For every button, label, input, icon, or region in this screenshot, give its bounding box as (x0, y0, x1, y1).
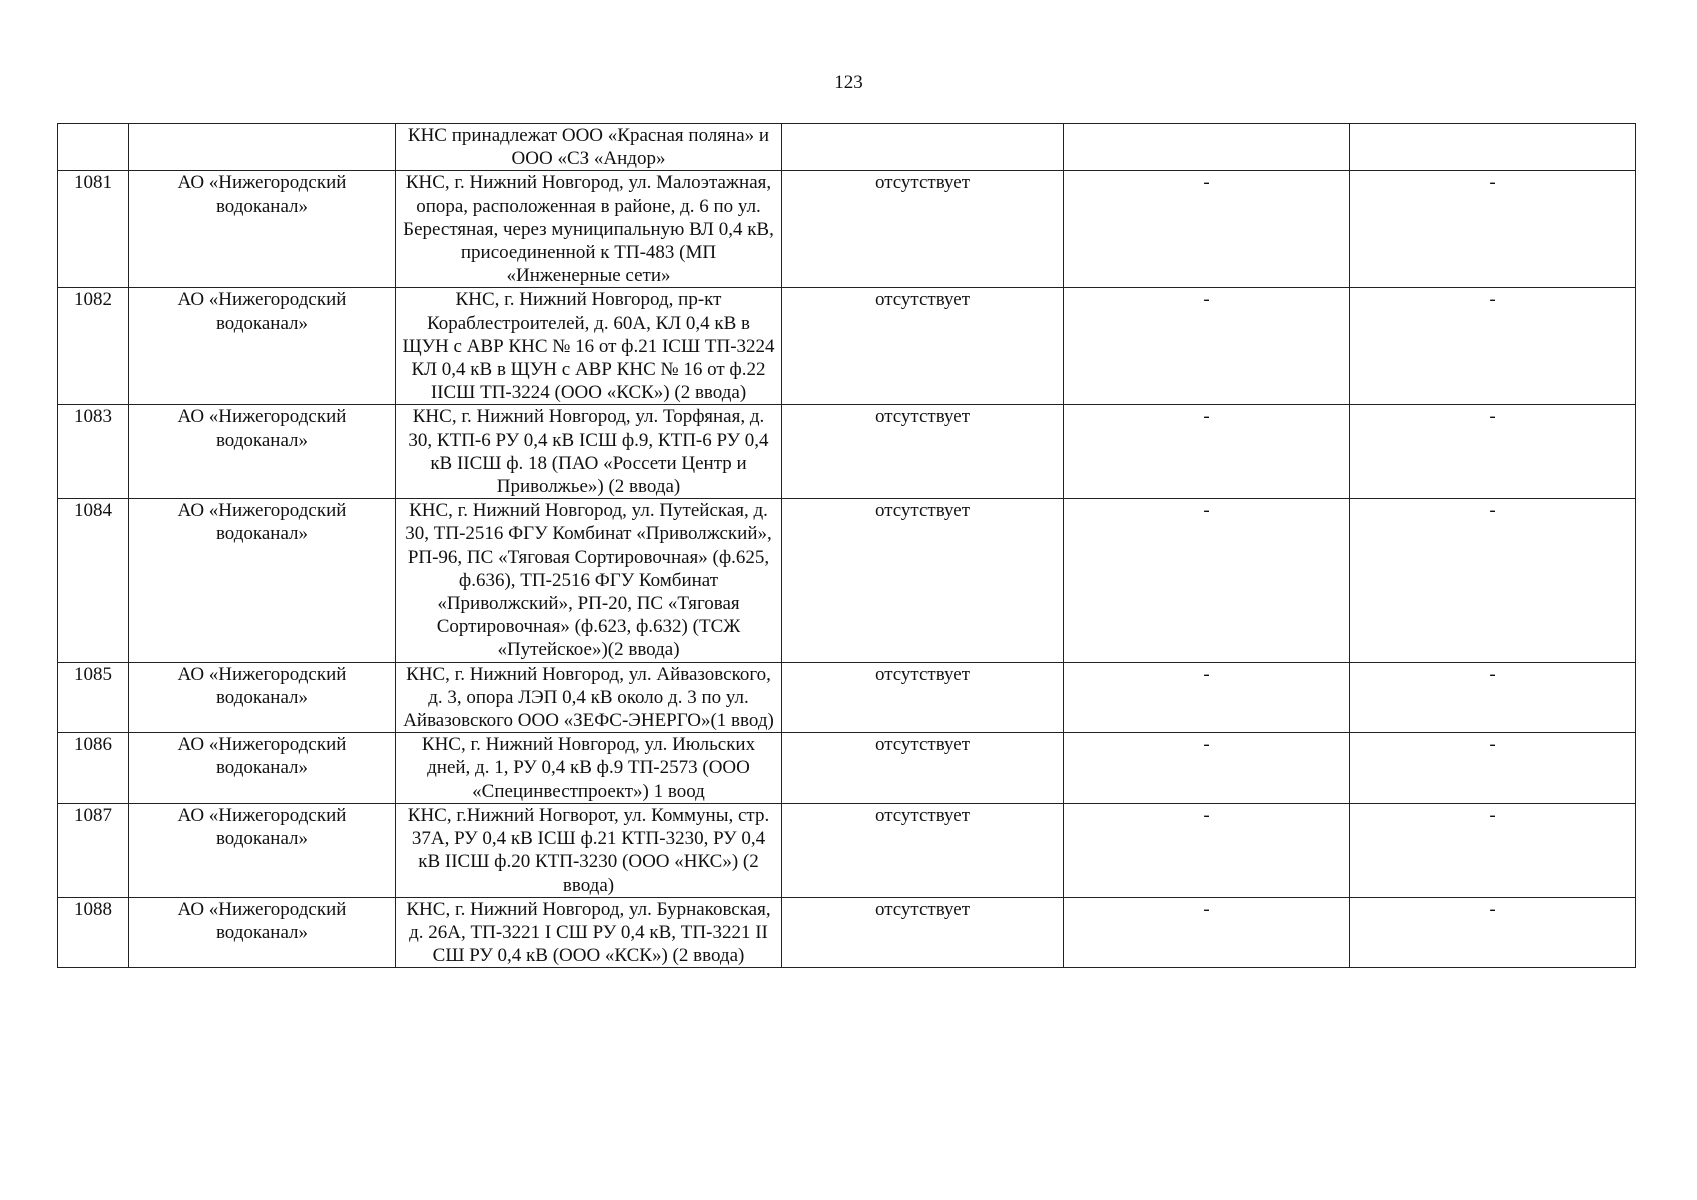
organization-cell: АО «Нижегородский водоканал» (129, 171, 396, 288)
table-row (58, 662, 1636, 733)
status-cell: отсутствует (782, 499, 1064, 662)
row-number-cell: 1082 (58, 288, 129, 405)
description-cell: КНС, г. Нижний Новгород, ул. Торфяная, д. 30, КТП-6 РУ 0,4 кВ IСШ ф.9, КТП-6 РУ 0,4 кВ IIСШ ф. 18 (ПАО «Россети Центр и Приволжье») (2 ввода) (396, 405, 782, 499)
table-row (58, 171, 1636, 288)
column-5-cell: - (1064, 288, 1350, 405)
description-cell: КНС, г. Нижний Новгород, ул. Бурнаковская, д. 26А, ТП-3221 I СШ РУ 0,4 кВ, ТП-3221 II СШ РУ 0,4 кВ (ООО «КСК») (2 ввода) (396, 897, 782, 968)
column-6-cell: - (1350, 803, 1636, 897)
description-line: КНС, г. Нижний Новгород, пр-кт Кораблестроителей, д. 60А, КЛ 0,4 кВ в ЩУН с АВР КНС № 16 от ф.21 IСШ ТП-3224 (402, 289, 775, 357)
organization-cell: АО «Нижегородский водоканал» (129, 733, 396, 804)
status-cell: отсутствует (782, 171, 1064, 288)
table-row (58, 499, 1636, 662)
row-number-cell: 1086 (58, 733, 129, 804)
page-number: 123 (834, 72, 863, 93)
organization-cell: АО «Нижегородский водоканал» (129, 288, 396, 405)
column-5-cell: - (1064, 405, 1350, 499)
column-6-cell: - (1350, 499, 1636, 662)
description-cell: КНС, г. Нижний Новгород, ул. Малоэтажная, опора, расположенная в районе, д. 6 по ул. Берестяная, через муниципальную ВЛ 0,4 кВ, присоединенной к ТП-483 (МП «Инженерные сети» (396, 171, 782, 288)
table-row (58, 803, 1636, 897)
organization-cell: АО «Нижегородский водоканал» (129, 897, 396, 968)
organization-cell: АО «Нижегородский водоканал» (129, 405, 396, 499)
row-number-cell: 1084 (58, 499, 129, 662)
description-cell: КНС, г. Нижний Новгород, ул. Путейская, д. 30, ТП-2516 ФГУ Комбинат «Приволжский», РП-96, ПС «Тяговая Сортировочная» (ф.625, ф.636), ТП-2516 ФГУ Комбинат «Приволжский», РП-20, ПС «Тяговая Сортировочная» (ф.623, ф.632) (ТСЖ «Путейское»)(2 ввода) (396, 499, 782, 662)
column-5-cell: - (1064, 803, 1350, 897)
description-cell (396, 288, 782, 405)
column-6-cell: - (1350, 733, 1636, 804)
organization-cell: АО «Нижегородский водоканал» (129, 662, 396, 733)
column-5-cell: - (1064, 499, 1350, 662)
column-6-cell: - (1350, 405, 1636, 499)
column-5-cell: - (1064, 171, 1350, 288)
status-cell: отсутствует (782, 897, 1064, 968)
table-row (58, 733, 1636, 804)
status-cell: отсутствует (782, 288, 1064, 405)
row-number-cell: 1087 (58, 803, 129, 897)
column-5-cell: - (1064, 662, 1350, 733)
column-5-cell: - (1064, 733, 1350, 804)
column-6-cell (1350, 124, 1636, 171)
column-6-cell: - (1350, 288, 1636, 405)
column-6-cell: - (1350, 897, 1636, 968)
status-cell (782, 124, 1064, 171)
status-cell: отсутствует (782, 803, 1064, 897)
column-6-cell: - (1350, 171, 1636, 288)
row-number-cell (58, 124, 129, 171)
status-cell: отсутствует (782, 405, 1064, 499)
column-6-cell: - (1350, 662, 1636, 733)
description-line: КЛ 0,4 кВ в ЩУН с АВР КНС № 16 от ф.22 IIСШ ТП-3224 (ООО «КСК») (2 ввода) (411, 359, 766, 404)
description-cell: КНС принадлежат ООО «Красная поляна» и ООО «СЗ «Андор» (396, 124, 782, 171)
row-number-cell: 1081 (58, 171, 129, 288)
row-number-cell: 1083 (58, 405, 129, 499)
column-5-cell: - (1064, 897, 1350, 968)
organization-cell: АО «Нижегородский водоканал» (129, 803, 396, 897)
row-number-cell: 1088 (58, 897, 129, 968)
description-cell: КНС, г.Нижний Ногворот, ул. Коммуны, стр. 37А, РУ 0,4 кВ IСШ ф.21 КТП-3230, РУ 0,4 кВ IIСШ ф.20 КТП-3230 (ООО «НКС») (2 ввода) (396, 803, 782, 897)
organization-cell: АО «Нижегородский водоканал» (129, 499, 396, 662)
status-cell: отсутствует (782, 733, 1064, 804)
organization-cell (129, 124, 396, 171)
description-cell: КНС, г. Нижний Новгород, ул. Июльских дней, д. 1, РУ 0,4 кВ ф.9 ТП-2573 (ООО «Специнвестпроект») 1 воод (396, 733, 782, 804)
table-row (58, 897, 1636, 968)
status-cell: отсутствует (782, 662, 1064, 733)
table-row (58, 288, 1636, 405)
column-5-cell (1064, 124, 1350, 171)
table-row-continuation (58, 124, 1636, 171)
row-number-cell: 1085 (58, 662, 129, 733)
description-cell: КНС, г. Нижний Новгород, ул. Айвазовского, д. 3, опора ЛЭП 0,4 кВ около д. 3 по ул. Айвазовского ООО «ЗЕФС-ЭНЕРГО»(1 ввод) (396, 662, 782, 733)
table-row (58, 405, 1636, 499)
registry-table (57, 123, 1636, 968)
